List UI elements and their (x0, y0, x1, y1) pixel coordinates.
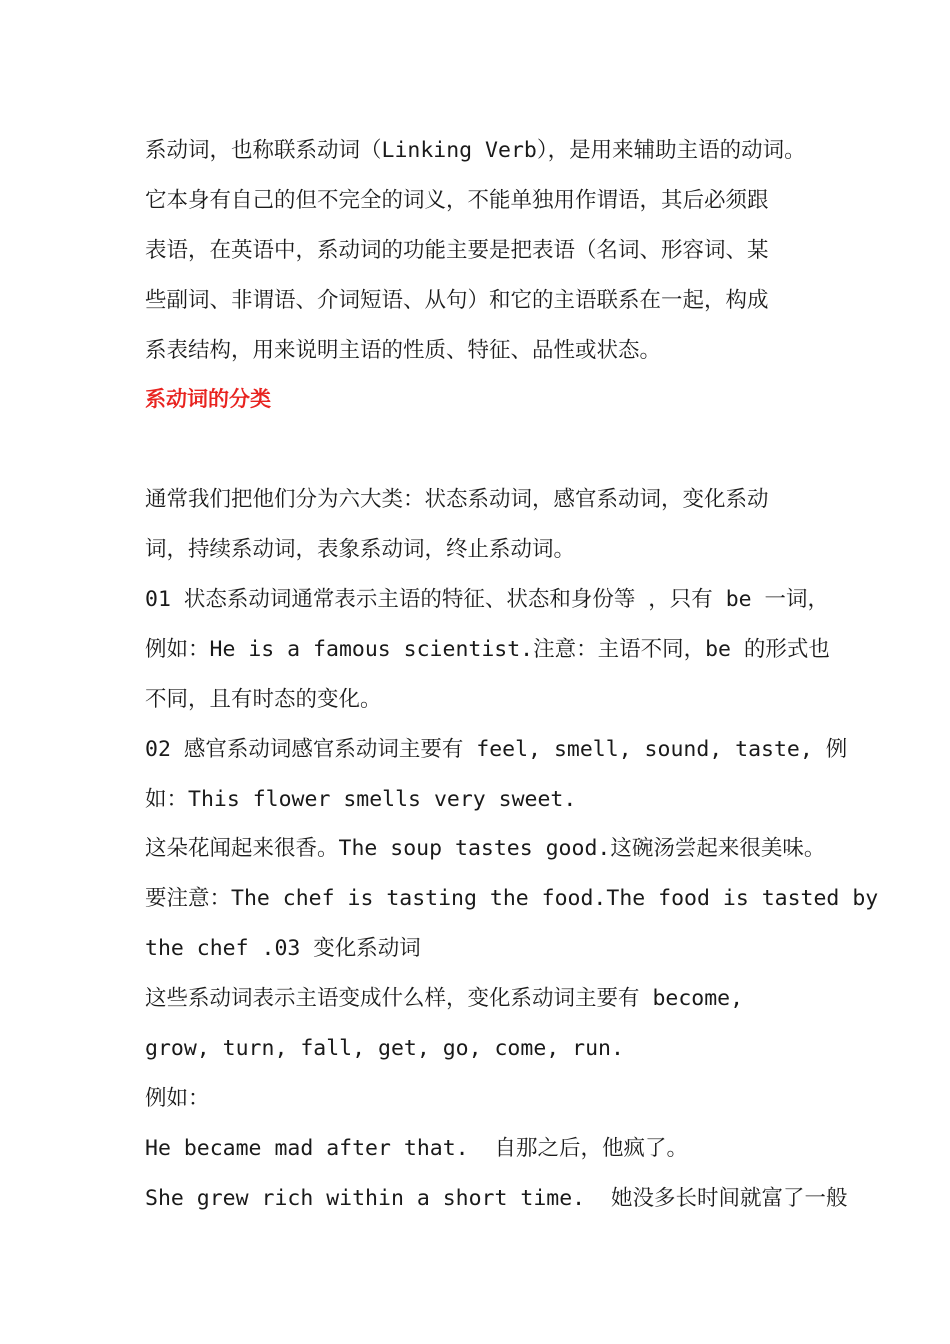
body-line-7: 如：This flower smells very sweet. (145, 786, 577, 812)
body-line-3: 01 状态系动词通常表示主语的特征、状态和身份等 ，只有 be 一词， (145, 587, 830, 613)
intro-line-4: 些副词、非谓语、介词短语、从句）和它的主语联系在一起，构成 (145, 287, 769, 313)
body-line-2: 词，持续系动词，表象系动词，终止系动词。 (145, 537, 576, 563)
body-line-1: 通常我们把他们分为六大类：状态系动词，感官系动词，变化系动 (145, 487, 769, 513)
body-line-6: 02 感官系动词感官系动词主要有 feel, smell, sound, taste, 例 (145, 736, 848, 762)
body-line-10: the chef .03 变化系动词 (145, 936, 421, 962)
body-line-12: grow, turn, fall, get, go, come, run. (145, 1036, 624, 1062)
intro-line-2: 它本身有自己的但不完全的词义，不能单独用作谓语，其后必须跟 (145, 187, 769, 213)
body-line-4: 例如：He is a famous scientist.注意：主语不同，be 的形式也 (145, 636, 830, 662)
body-line-5: 不同，且有时态的变化。 (145, 686, 382, 712)
intro-line-5: 系表结构，用来说明主语的性质、特征、品性或状态。 (145, 337, 662, 363)
body-line-14: He became mad after that. 自那之后，他疯了。 (145, 1135, 688, 1161)
section-heading: 系动词的分类 (145, 387, 271, 412)
intro-line-3: 表语，在英语中，系动词的功能主要是把表语（名词、形容词、某 (145, 237, 769, 263)
document-body (145, 126, 879, 1224)
intro-line-1: 系动词，也称联系动词（Linking Verb），是用来辅助主语的动词。 (145, 138, 806, 163)
body-line-11: 这些系动词表示主语变成什么样，变化系动词主要有 become, (145, 986, 744, 1012)
body-line-9: 要注意：The chef is tasting the food.The food is tasted by (145, 886, 879, 912)
body-line-8: 这朵花闻起来很香。The soup tastes good.这碗汤尝起来很美味。 (145, 836, 826, 862)
body-line-15: She grew rich within a short time. 她没多长时间就富了一般 (145, 1185, 848, 1211)
body-line-13: 例如： (145, 1085, 210, 1111)
blank-spacer (145, 425, 810, 475)
